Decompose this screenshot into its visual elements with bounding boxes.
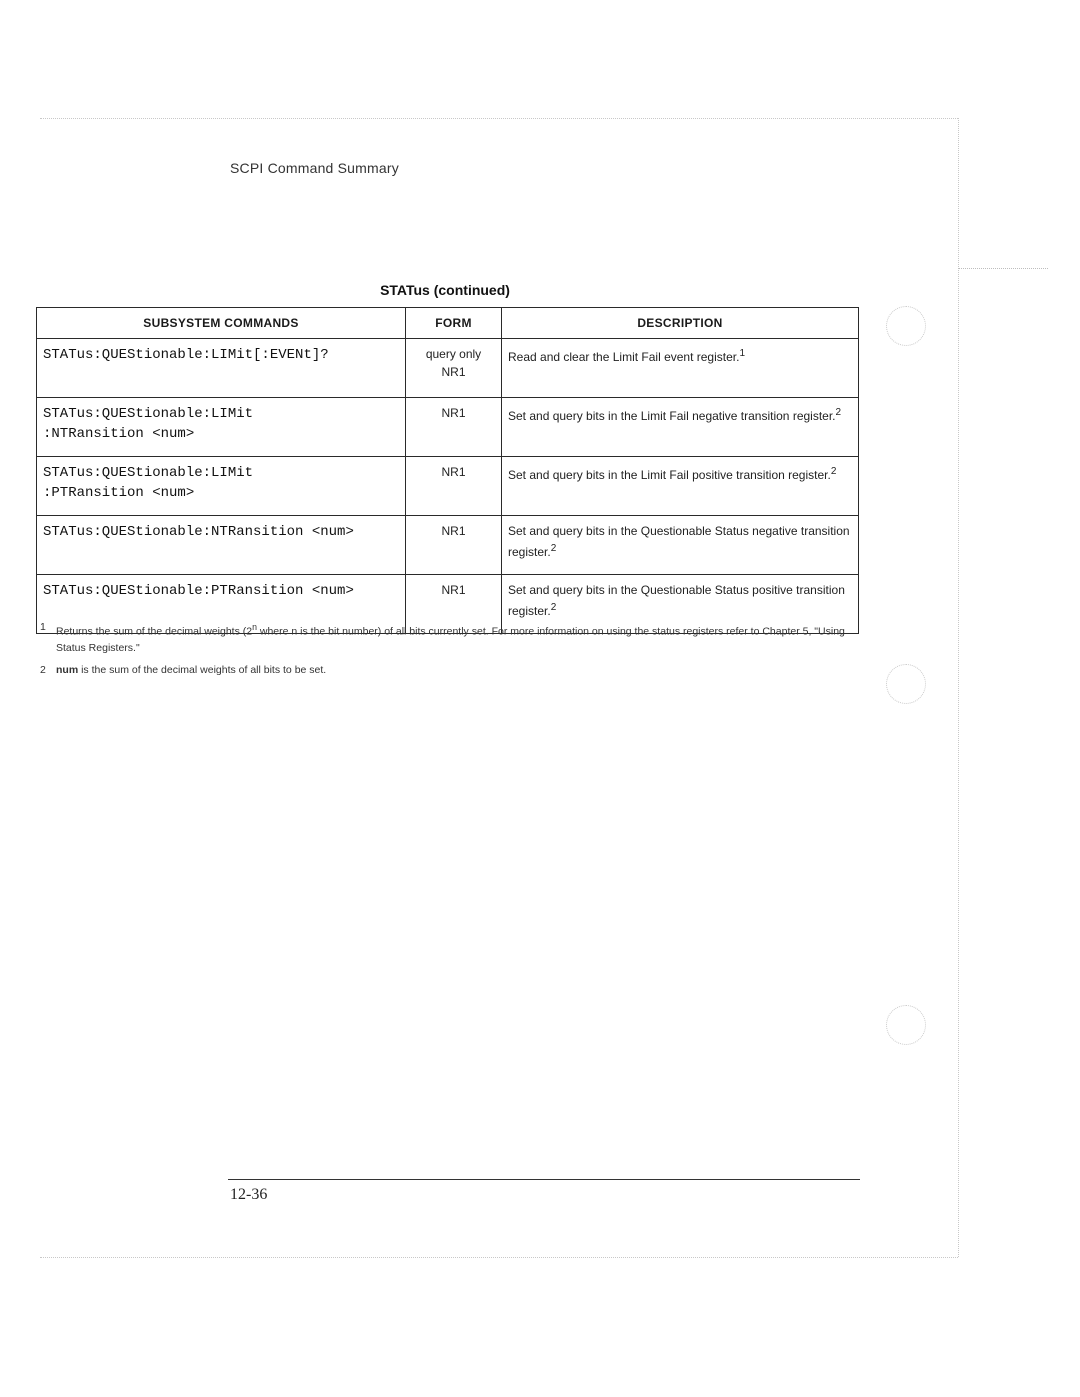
page-edge-bottom: [40, 1257, 958, 1258]
footnote-ref: 2: [550, 543, 557, 554]
footer-rule: [228, 1179, 860, 1180]
footnote-ref: 2: [830, 466, 837, 477]
footnote-text-part: Returns the sum of the decimal weights (2: [56, 625, 253, 638]
command-cell: [37, 398, 406, 457]
form-text: NR1: [441, 583, 466, 597]
command-text: STATus:QUEStionable:LIMit: [43, 406, 254, 422]
footnote-1: [40, 619, 860, 656]
header-form: FORM: [406, 308, 502, 339]
table-header-row: [37, 308, 859, 339]
command-cell: [37, 339, 406, 398]
table-row: [37, 516, 859, 575]
binder-hole: [886, 1005, 926, 1045]
description-cell: [502, 457, 859, 516]
form-text: NR1: [441, 406, 466, 420]
form-cell: [406, 457, 502, 516]
form-cell: [406, 516, 502, 575]
binder-hole: [886, 664, 926, 704]
description-text: Set and query bits in the Limit Fail positive transition register.: [508, 468, 831, 482]
form-text: NR1: [441, 365, 466, 379]
running-head: SCPI Command Summary: [230, 160, 399, 176]
description-cell: [502, 516, 859, 575]
form-cell: [406, 398, 502, 457]
form-text: NR1: [441, 465, 466, 479]
header-subsystem-commands: SUBSYSTEM COMMANDS: [37, 308, 406, 339]
table-row: [37, 457, 859, 516]
footnote-2: [40, 662, 860, 678]
footnote-ref: 1: [739, 348, 746, 359]
command-text: STATus:QUEStionable:PTRansition <num>: [43, 583, 354, 599]
command-text: :PTRansition <num>: [43, 485, 195, 501]
command-text: STATus:QUEStionable:NTRansition <num>: [43, 524, 354, 540]
footnote-ref: 2: [835, 407, 842, 418]
command-cell: [37, 516, 406, 575]
page-edge-tab: [958, 268, 1048, 269]
page-edge-top: [40, 118, 958, 119]
footnote-text-part: is the sum of the decimal weights of all bits to be set.: [78, 663, 327, 676]
footnote-ref: 2: [550, 602, 557, 613]
footnote-superscript: n: [252, 622, 257, 632]
table-body: [37, 339, 859, 634]
form-text: NR1: [441, 524, 466, 538]
footnote-text: [56, 619, 860, 656]
command-text: STATus:QUEStionable:LIMit: [43, 465, 254, 481]
description-text: Set and query bits in the Questionable Status negative transition register.: [508, 524, 850, 559]
command-table: [36, 307, 859, 634]
form-cell: [406, 339, 502, 398]
table-title: STATus (continued): [380, 282, 510, 298]
footnote-number: 2: [40, 663, 46, 676]
footnote-bold-term: num: [56, 663, 79, 676]
description-text: Read and clear the Limit Fail event register.: [508, 350, 740, 364]
command-text: :NTRansition <num>: [43, 426, 195, 442]
description-cell: [502, 339, 859, 398]
description-cell: [502, 398, 859, 457]
form-text: query only: [425, 347, 482, 361]
command-text: STATus:QUEStionable:LIMit[:EVENt]?: [43, 347, 329, 363]
description-text: Set and query bits in the Limit Fail negative transition register.: [508, 409, 836, 423]
binder-hole: [886, 306, 926, 346]
page-number: 12-36: [230, 1186, 268, 1203]
footnote-text-part: where n is the bit number) of all bits currently set. For more information on using the status registers refer to Chapter 5, "Using Status Registers.": [56, 625, 845, 654]
page-edge-right: [958, 118, 959, 1257]
header-description: DESCRIPTION: [502, 308, 859, 339]
table-row: [37, 398, 859, 457]
command-cell: [37, 457, 406, 516]
description-text: Set and query bits in the Questionable Status positive transition register.: [508, 583, 845, 618]
footnotes: [40, 619, 860, 684]
table-row: [37, 339, 859, 398]
footnote-text: [56, 662, 326, 678]
footnote-number: 1: [40, 621, 46, 633]
